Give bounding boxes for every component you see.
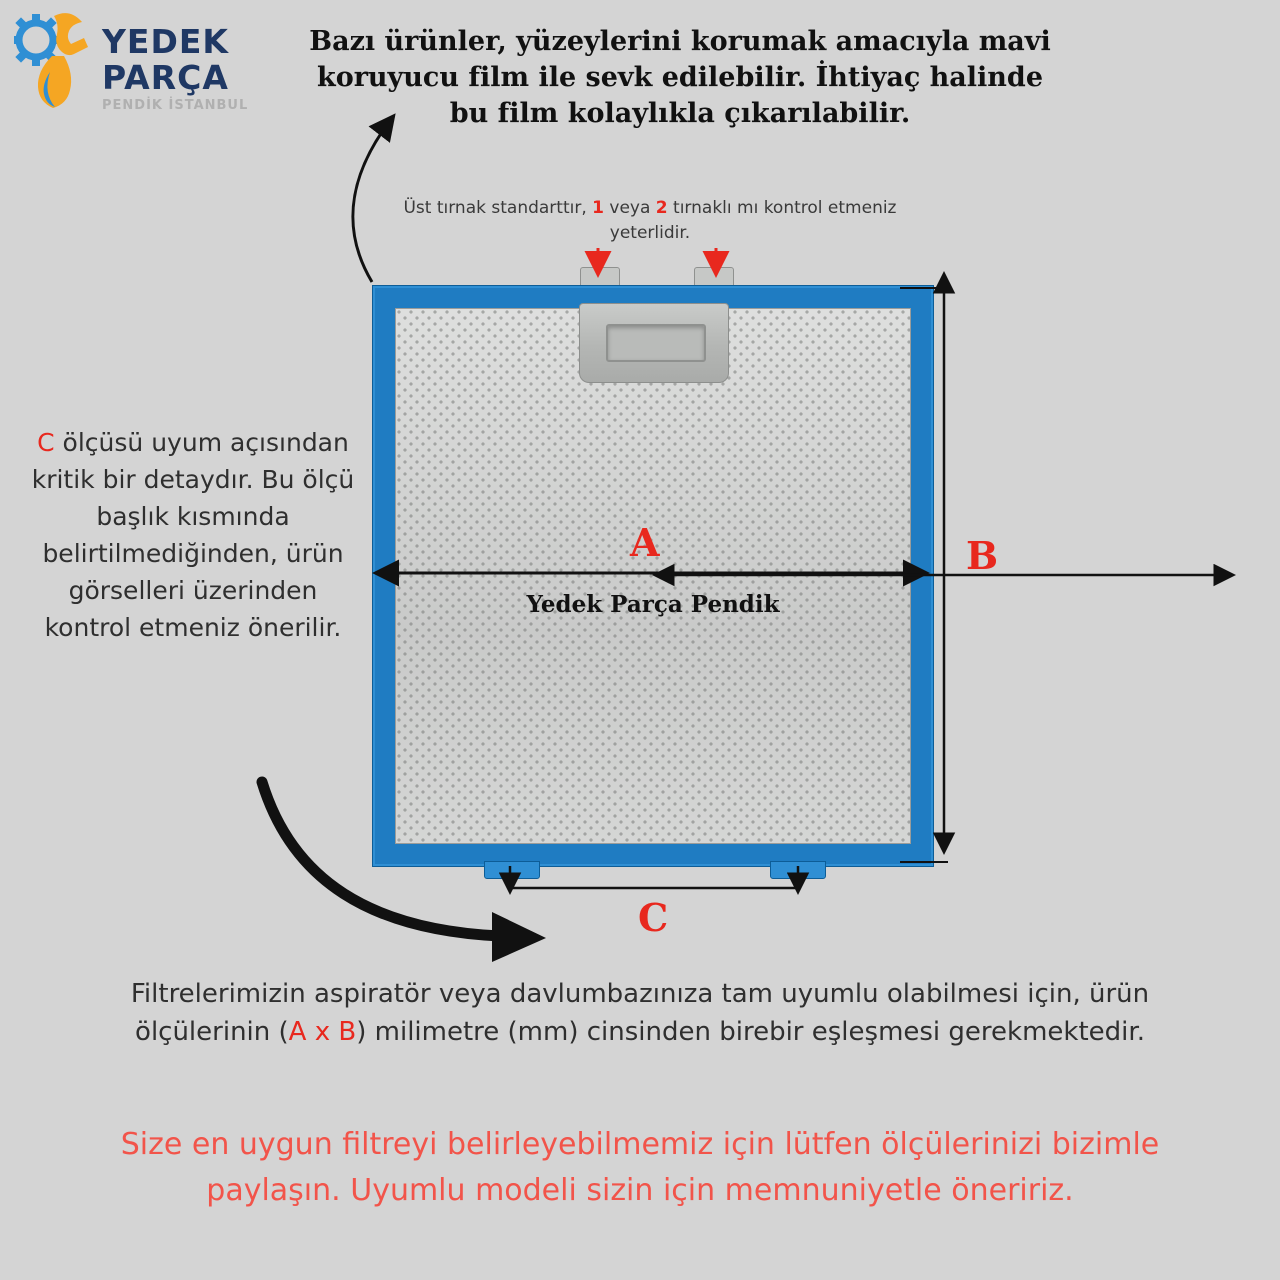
filter-illustration — [372, 285, 932, 865]
left-paragraph-text: ölçüsü uyum açısından kritik bir detaydır. Bu ölçü başlık kısmında belirtilmediğinden, ürün görselleri üzerinden kontrol etmeniz önerilir. — [31, 428, 355, 642]
bottom-tab-2 — [770, 861, 826, 879]
footer-call-to-action: Size en uygun filtreyi belirleyebilmemiz için lütfen ölçülerinizi bizimle paylaşın. Uyumlu modeli sizin için memnuniyetle öneririz. — [120, 1127, 1160, 1208]
filter-frame — [372, 285, 934, 867]
wrench-gear-icon — [14, 10, 100, 116]
filter-watermark: Yedek Parça Pendik — [526, 591, 780, 618]
headline-text: Bazı ürünler, yüzeylerini korumak amacıyla mavi koruyucu film ile sevk edilebilir. İhtiyaç halinde bu film kolaylıkla çıkarılabilir. — [309, 26, 1051, 129]
left-paragraph-letter: C — [37, 428, 55, 457]
logo-wordmark — [102, 24, 248, 113]
bottom-paragraph-before: Filtrelerimizin aspiratör veya davlumbazınıza tam uyumlu olabilmesi için, ürün ölçülerinin ( — [130, 979, 1150, 1047]
filter-handle — [579, 303, 729, 383]
bottom-paragraph — [100, 975, 1180, 1051]
bottom-paragraph-after: ) milimetre (mm) cinsinden birebir eşleşmesi gerekmektedir. — [356, 1017, 1145, 1047]
bottom-tab-1 — [484, 861, 540, 879]
handle-slot — [606, 324, 706, 362]
top-note-part3: tırnaklı mı kontrol etmeniz yeterlidir. — [609, 198, 897, 243]
top-note-part1: Üst tırnak standarttır, — [403, 198, 593, 218]
logo-subtitle: PENDİK İSTANBUL — [102, 98, 249, 113]
left-paragraph — [28, 424, 358, 646]
bottom-paragraph-x: x — [306, 1017, 339, 1047]
top-note-num1: 1 — [592, 198, 604, 218]
top-note-part2: veya — [603, 198, 656, 218]
measure-label-b: B — [966, 533, 999, 578]
logo-line-2: PARÇA — [102, 58, 229, 97]
curved-arrow-bottom-head — [492, 912, 546, 962]
logo-line-1: YEDEK — [102, 22, 229, 61]
measure-label-a: A — [630, 520, 660, 565]
brand-logo — [14, 10, 314, 122]
bottom-paragraph-b: B — [338, 1017, 357, 1047]
filter-mesh — [395, 308, 911, 844]
measure-label-c: C — [638, 895, 669, 940]
top-tab-note — [400, 196, 900, 246]
bottom-paragraph-a: A — [288, 1017, 307, 1047]
top-note-num2: 2 — [655, 198, 668, 218]
curved-arrow-top — [353, 118, 392, 282]
